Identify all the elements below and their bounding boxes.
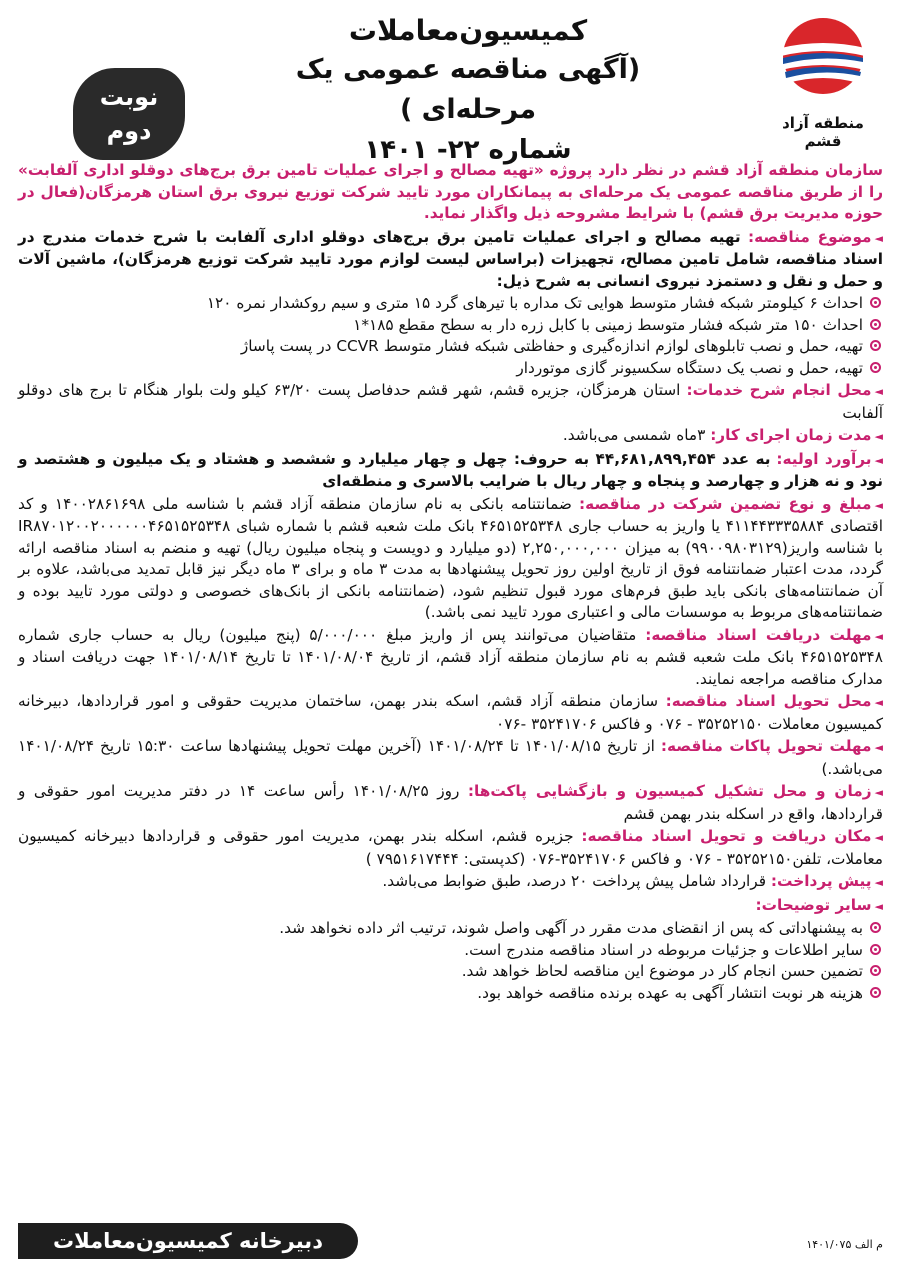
- circle-bullet-icon: [870, 319, 881, 330]
- circle-bullet-icon: [870, 362, 881, 373]
- list-item: [18, 918, 883, 940]
- bullet-arrow-icon: ◄: [874, 696, 883, 709]
- bullet-arrow-icon: ◄: [874, 453, 883, 467]
- list-item: [18, 961, 883, 983]
- org-name: منطقه آزاد قشم: [782, 114, 864, 150]
- scope-list: [18, 293, 883, 379]
- doc-deadline-section: [18, 625, 883, 691]
- bullet-arrow-icon: ◄: [874, 430, 883, 443]
- list-item: [18, 983, 883, 1005]
- doc-deadline-text: متقاضیان می‌توانند پس از واریز مبلغ ۵/۰۰۰/۰۰۰ (پنج میلیون) ریال به حساب جاری شماره ۴۶۵۱۵۲۵۳۴۸ بانک ملت شعبه قشم به نام سازمان منطقه آزاد قشم، از تاریخ ۱۴۰۱/۰۸/۰۴ تا تاریخ ۱۴۰۱/۰۸/۱۴ جهت دریافت اسناد و مدارک مناقصه مراجعه نمایند.: [18, 625, 883, 688]
- list-item-text: تهیه، حمل و نصب یک دستگاه سکسیونر گازی موتوردار: [516, 358, 863, 377]
- doc-deadline-label: مهلت دریافت اسناد مناقصه:: [645, 625, 872, 644]
- bullet-arrow-icon: ◄: [874, 786, 883, 799]
- notes-label: سایر توضیحات:: [755, 895, 872, 914]
- notice-header: [18, 10, 883, 165]
- qeshm-free-zone-logo: [763, 10, 883, 150]
- badge-line-1: نوبت: [99, 83, 159, 111]
- bullet-arrow-icon: ◄: [874, 385, 883, 398]
- circle-bullet-icon: [870, 987, 881, 998]
- opening-text: روز ۱۴۰۱/۰۸/۲۵ رأس ساعت ۱۴ در دفتر مدیریت امور حقوقی و قراردادها، واقع در اسکله بندر بهمن قشم: [18, 782, 883, 823]
- circle-bullet-icon: [870, 965, 881, 976]
- location-text: استان هرمزگان، جزیره قشم، شهر قشم حدفاصل پست ۶۳/۲۰ کیلو ولت بلوار هنگام تا برج های دوقلو آلفابت: [18, 381, 883, 422]
- prepayment-label: پیش پرداخت:: [770, 872, 872, 890]
- notice-number: شماره ۲۲- ۱۴۰۱: [364, 135, 572, 165]
- subject-text: تهیه مصالح و اجرای عملیات تامین برق برج‌های دوقلو اداری آلفابت با شرح خدمات مندرج در اسناد مناقصه، شامل تامین مصالح، تجهیزات (براساس لیست لوازم مورد تایید شرکت توزیع هرمزگان)، ماشین آلات و حمل و نقل و دستمزد نیروی انسانی به شرح ذیل:: [18, 227, 883, 290]
- opening-section: [18, 781, 883, 825]
- bullet-arrow-icon: ◄: [874, 831, 883, 844]
- bullet-arrow-icon: ◄: [874, 629, 883, 643]
- estimate-section: [18, 449, 883, 493]
- doc-delivery-text: سازمان منطقه آزاد قشم، اسکه بندر بهمن، ساختمان مدیریت حقوقی و امور قراردادها، دبیرخانه کمیسیون معاملات ۳۵۲۵۲۱۵۰ - ۰۷۶ و فاکس ۳۵۲۴۱۷۰۶ -۰۷۶: [18, 692, 883, 733]
- logo-emblem-icon: [768, 10, 878, 110]
- notes-section: [18, 895, 883, 918]
- notice-body: [18, 160, 883, 1004]
- footer-secretariat-bar: دبیرخانه کمیسیون‌معاملات: [18, 1223, 358, 1259]
- list-item-text: به پیشنهاداتی که پس از انقضای مدت مقرر در آگهی واصل شوند، ترتیب اثر داده نخواهد شد.: [279, 919, 863, 937]
- tender-notice: [18, 10, 883, 1255]
- circle-bullet-icon: [870, 297, 881, 308]
- opening-label: زمان و محل تشکیل کمیسیون و بازگشایی پاکت‌ها:: [467, 782, 872, 800]
- list-item-text: احداث ۶ کیلومتر شبکه فشار متوسط هوایی تک مداره با تیرهای گرد ۱۵ متری و سیم روکشدار نمره ۱۲۰: [206, 294, 863, 312]
- doc-delivery-section: [18, 691, 883, 735]
- notes-list: [18, 918, 883, 1004]
- prepayment-section: [18, 871, 883, 894]
- footer-code: م الف ۱۴۰۱/۰۷۵: [806, 1238, 883, 1251]
- duration-label: مدت زمان اجرای کار:: [710, 426, 872, 444]
- address-label: مکان دریافت و تحویل اسناد مناقصه:: [581, 827, 872, 845]
- list-item-text: تضمین حسن انجام کار در موضوع این مناقصه لحاظ خواهد شد.: [461, 962, 863, 980]
- bullet-arrow-icon: ◄: [874, 231, 883, 245]
- address-section: [18, 826, 883, 870]
- list-item-text: هزینه هر نوبت انتشار آگهی به عهده برنده مناقصه خواهد بود.: [477, 983, 863, 1002]
- intro-paragraph: سازمان منطقه آزاد قشم در نظر دارد پروژه «تهیه مصالح و اجرای عملیات تامین برق برج‌های دوقلو اداری آلفابت» را از طریق مناقصه عمومی یک مرحله‌ای به پیمانکاران مورد تایید شرکت توزیع نیروی برق استان هرمزگان(فعال در حوزه مدیریت برق قشم) با شرایط مشروحه ذیل واگذار نماید.: [18, 161, 883, 222]
- package-deadline-section: [18, 736, 883, 780]
- circle-bullet-icon: [870, 922, 881, 933]
- circle-bullet-icon: [870, 944, 881, 955]
- bullet-arrow-icon: ◄: [874, 899, 883, 913]
- address-text: جزیره قشم، اسکله بندر بهمن، مدیریت امور حقوقی و قراردادها دبیرخانه کمیسیون معاملات، تلفن۳۵۲۵۲۱۵۰ - ۰۷۶ و فاکس ۳۵۲۴۱۷۰۶-۰۷۶ (کدپستی: ۷۹۵۱۶۱۷۴۴۴ ): [18, 827, 883, 868]
- list-item: [18, 293, 883, 315]
- package-deadline-label: مهلت تحویل پاکات مناقصه:: [660, 737, 872, 755]
- page-title: کمیسیون‌معاملات: [348, 14, 588, 47]
- notice-subtitle: (آگهی مناقصه عمومی یک مرحله‌ای ): [295, 54, 641, 125]
- list-item-text: تهیه، حمل و نصب تابلوهای لوازم اندازه‌گیری و حفاظتی شبکه فشار متوسط CCVR در پست پاساژ: [240, 337, 863, 355]
- bullet-arrow-icon: ◄: [874, 741, 883, 754]
- list-item-text: سایر اطلاعات و جزئیات مربوطه در اسناد مناقصه مندرج است.: [464, 940, 863, 959]
- title-block: [268, 12, 668, 170]
- estimate-label: برآورد اولیه:: [776, 449, 872, 468]
- subject-label: موضوع مناقصه:: [747, 227, 872, 246]
- duration-text: ۳ماه شمسی می‌باشد.: [562, 426, 706, 444]
- guarantee-section: [18, 494, 883, 624]
- package-deadline-text: از تاریخ ۱۴۰۱/۰۸/۱۵ تا ۱۴۰۱/۰۸/۲۴ (آخرین مهلت تحویل پیشنهادها ساعت ۱۵:۳۰ تاریخ ۱۴۰۱/۰۸/۲۴ می‌باشد.): [18, 737, 883, 778]
- guarantee-text: ضمانتنامه بانکی به نام سازمان منطقه آزاد قشم با شناسه ملی ۱۴۰۰۲۸۶۱۶۹۸ و کد اقتصادی ۴۱۱۴۴۳۳۳۵۸۸۴ یا واریز به حساب جاری ۴۶۵۱۵۲۵۳۴۸ بانک ملت شعبه قشم با شماره شبای IR۸۷۰۱۲۰۰۲۰۰۰۰۰۰۴۶۵۱۵۲۵۳۴۸ با شناسه واریز(۹۹۰۰۹۸۰۳۱۲۹) به میزان ۲,۲۵۰,۰۰۰,۰۰۰ (دو میلیارد و دویست و پنجاه میلیون ریال) تهیه و منضم به اسناد مناقصه ارائه گردد، مدت اعتبار ضمانتنامه فوق از تاریخ اولین روز تحویل پیشنهادها به مدت ۳ ماه و برای ۳ ماه دیگر نیز قابل تمدید می‌باشد، علاوه بر آن ضمانتنامه‌های بانکی باید طبق فرم‌های مورد قبول تنظیم شود، (ضمانتنامه بانکی از بانک‌های خصوصی و دولتی مورد تایید بوده و ضمانتنامه‌های مربوط به موسسات مالی و اعتباری مورد تایید نمی باشد.): [18, 494, 883, 621]
- list-item: [18, 940, 883, 962]
- location-label: محل انجام شرح خدمات:: [686, 381, 872, 399]
- badge-line-2: دوم: [106, 117, 152, 145]
- list-item-text: احداث ۱۵۰ متر شبکه فشار متوسط زمینی با کابل زره دار به سطح مقطع ۱۸۵*۱: [353, 315, 863, 334]
- estimate-text: به عدد ۴۴,۶۸۱,۸۹۹,۴۵۴ به حروف: چهل و چهار میلیارد و ششصد و هشتاد و یک میلیون و هشتصد و نود و نه هزار و چهارصد و پنجاه و چهار ریال با ضرایب بالاسری و منطقه‌ای: [18, 449, 883, 490]
- subject-section: [18, 227, 883, 293]
- round-badge: [73, 68, 185, 160]
- guarantee-label: مبلغ و نوع تضمین شرکت در مناقصه:: [579, 494, 872, 513]
- prepayment-text: قرارداد شامل پیش پرداخت ۲۰ درصد، طبق ضوابط می‌باشد.: [382, 872, 767, 890]
- list-item: [18, 315, 883, 337]
- location-section: [18, 380, 883, 424]
- bullet-arrow-icon: ◄: [874, 498, 883, 512]
- duration-section: [18, 425, 883, 448]
- list-item: [18, 358, 883, 380]
- doc-delivery-label: محل تحویل اسناد مناقصه:: [665, 692, 872, 710]
- list-item: [18, 336, 883, 358]
- circle-bullet-icon: [870, 340, 881, 351]
- bullet-arrow-icon: ◄: [874, 876, 883, 889]
